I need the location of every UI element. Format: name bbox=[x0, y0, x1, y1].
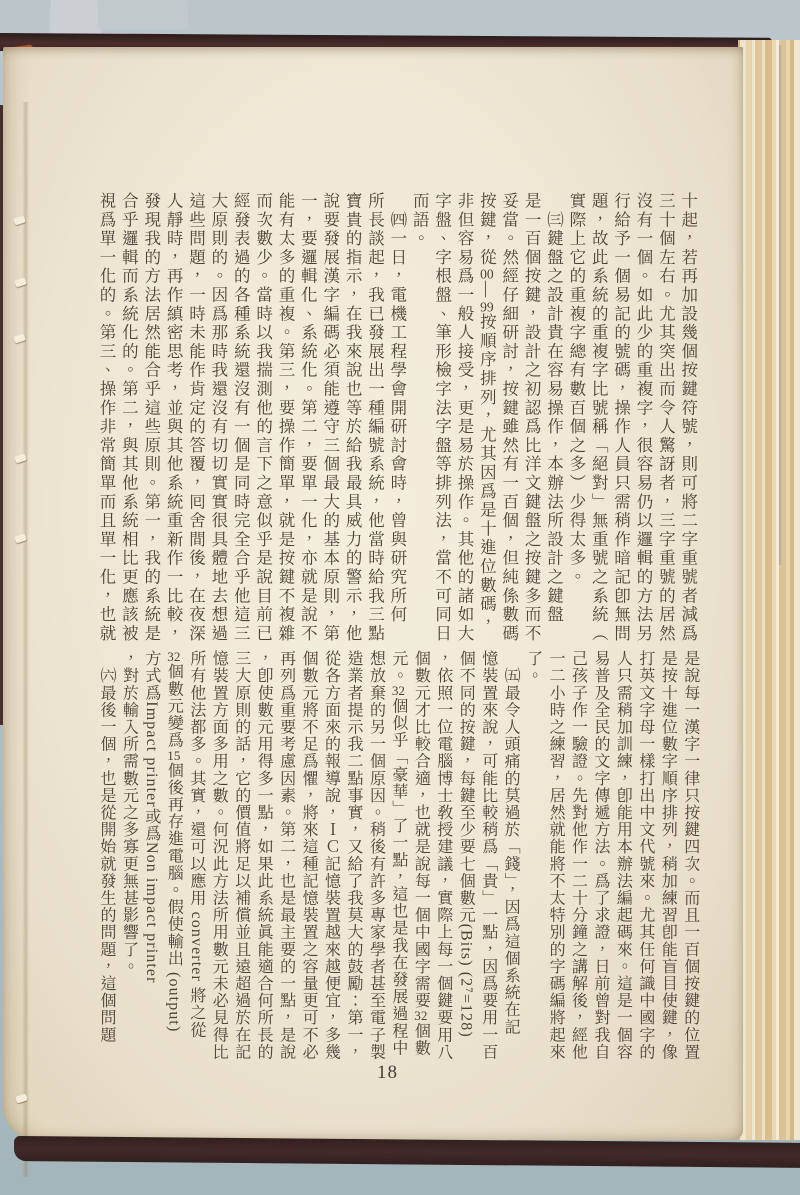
text-column-8: 是一百個按鍵，設計之初認爲比洋文鍵盤之按鍵多而不 bbox=[522, 192, 542, 644]
text-column-3: 打英文字母一樣打出中文代號來。尤其任何識中國字的 bbox=[636, 650, 654, 1061]
text-column-7: 一二小時之練習，居然就能將不太特別的字碼編將起來 bbox=[547, 650, 565, 1061]
text-column-26: ，對於輸入所需數元之多寡更無甚影響了。 bbox=[120, 650, 138, 975]
text-block-upper bbox=[97, 192, 700, 647]
text-column-10: 按鍵，從00—99按順序排列，尤其因爲是十進位數碼， bbox=[477, 192, 497, 633]
background-paper-scrap bbox=[49, 0, 103, 34]
text-column-17: 說要發展漢字編碼必須能遵守三個最大的基本原則，第 bbox=[320, 192, 340, 644]
text-column-9: ㈤最令人頭痛的莫過於「錢」，因爲這個系統在記 bbox=[502, 650, 520, 1036]
text-column-12: 字盤、字根盤、筆形檢字法字盤等排列法，當不可同日 bbox=[432, 192, 452, 644]
text-column-6: 己孩子作一驗證。先對他作一二十分鐘之講解後，經他 bbox=[569, 650, 587, 1061]
text-column-11: 非但容易爲一般人接受，更是易於操作。其他的諸如大 bbox=[455, 192, 474, 644]
text-column-20: ，卽使數元用得多一點，如果此系統眞能適合何所長的 bbox=[255, 650, 273, 1061]
text-block-lower bbox=[98, 650, 702, 1068]
text-column-22: 大原則的。因爲那時我還沒有切切實實很具體地去想過 bbox=[208, 192, 228, 644]
text-column-19: 能有太多的重複。第三，要操作簡單，就是按鍵不複雜 bbox=[276, 192, 295, 644]
text-column-24: 人靜時，再作縝密思考，並與其他系統重新作一比較， bbox=[164, 192, 184, 644]
text-column-16: 造業者提示我二點事實，又給了我莫大的鼓勵：第一， bbox=[344, 650, 362, 1061]
text-column-20: 而次數少。當時以我揣測他的言下之意似乎是說目前已 bbox=[253, 192, 273, 644]
text-column-23: 所有他法都多。其實，還可以應用 converter 將之從 bbox=[187, 650, 205, 1039]
page-gutter-crease bbox=[22, 102, 29, 1177]
text-column-12: ，依照一位電腦博士敎授建議，實際上每一個鍵要用八 bbox=[434, 650, 452, 1061]
text-column-13: 而語。 bbox=[410, 192, 430, 249]
inline-number: 00 bbox=[480, 267, 494, 281]
text-column-21: 三大原則的話，它的價值將足以補償並且遠超過於在記 bbox=[232, 650, 250, 1061]
text-column-19: 再列爲重要考慮因素。第二，也是最主要的一點，是說 bbox=[277, 650, 295, 1061]
text-column-18: 一，要邏輯化、系統化。第二，要單一化，亦就是說不 bbox=[298, 192, 318, 644]
text-column-8: 了。 bbox=[524, 650, 542, 685]
text-column-13: 個數元才比較合適，也就是說每一個中國字需要32個數 bbox=[412, 650, 430, 1057]
inline-number: 32 bbox=[391, 684, 405, 698]
text-column-22: 憶裝置方面多用之數。何況此方法所用數元未必見得比 bbox=[210, 650, 228, 1061]
text-column-11: 個不同的按鍵，每鍵至少要七個數元(Bits) (2⁷=128) bbox=[457, 650, 475, 1038]
text-column-10: 憶裝置來說，可能比較稍爲「貴」一點，因爲要用一百 bbox=[479, 650, 497, 1061]
inline-number: 32 bbox=[167, 650, 181, 664]
text-column-27: 視爲單一化的。第三、操作非常簡單而且單一化，也就 bbox=[97, 192, 116, 644]
page-number: 18 bbox=[377, 1062, 398, 1083]
inline-number: 99 bbox=[480, 299, 494, 314]
text-column-6: 實際上它的重複字總有數百個之多）少得太多。 bbox=[566, 192, 586, 587]
book-cover-bottom-edge bbox=[14, 1136, 800, 1168]
text-column-23: 這些問題，一時未能作肯定的答覆，囘舍間後，在夜深 bbox=[186, 192, 206, 644]
text-column-16: 寶貴的指示，在我來說也等於給我最具威力的警示，他 bbox=[343, 192, 363, 644]
text-column-25: 發現我的方法居然能合乎這些原則。第一，我的系統是 bbox=[141, 192, 161, 644]
text-column-15: 所長談起，我已發展出一種編號系統，他當時給我三點 bbox=[365, 192, 385, 644]
text-column-4: 行給予一個易記的號碼，操作人員只需稍作暗記卽無問 bbox=[611, 192, 631, 644]
text-column-2: 是按十進位數字順序排列，稍加練習卽能盲目使鍵，像 bbox=[659, 650, 677, 1061]
text-column-5: 題，故此系統的重複字比號稱「絕對」無重號之系統（ bbox=[589, 192, 609, 644]
right-page-edges bbox=[738, 40, 800, 1140]
text-column-1: 十起，若再加設幾個按鍵符號，則可將二字重號者減爲 bbox=[678, 192, 698, 644]
inline-number: 32 bbox=[414, 1009, 428, 1023]
text-column-9: 妥當。然經仔細研討，按鍵雖然有一百個，但純係數碼 bbox=[499, 192, 519, 644]
text-column-3: 沒有一個。如此少的重複字，很容易仍以邏輯的方法另 bbox=[634, 192, 653, 644]
text-column-26: 合乎邏輯而系統化的。第二，與其他系統相比更應該被 bbox=[119, 192, 139, 644]
background-paper-scrap bbox=[97, 0, 188, 29]
page-edge-line bbox=[779, 45, 781, 565]
text-column-15: 想放棄的另一個原因。稍後有許多專家學者甚至電子製 bbox=[367, 650, 385, 1061]
text-column-27: ㈥最後一個，也是從開始就發生的問題，這個問題 bbox=[98, 650, 115, 1044]
text-column-5: 易普及全民的文字傳遞方法。爲了求證，日前曾對我自 bbox=[591, 650, 609, 1061]
text-column-7: ㈢鍵盤之設計貴在容易操作，本辦法所設計之鍵盤 bbox=[544, 192, 564, 625]
text-column-21: 經發表過的各種系統還沒有一個是同時完全合乎他這三 bbox=[231, 192, 251, 644]
text-column-1: 是說每一漢字一律只按鍵四次。而且一百個按鍵的位置 bbox=[681, 650, 699, 1061]
text-column-17: 從各方面來的報導說，ＩＣ記憶裝置越來越便宜，多幾 bbox=[322, 650, 340, 1061]
inline-number: 15 bbox=[167, 748, 181, 762]
text-column-24: 32個數元變爲15個後再存進電腦。假使輸出 (output) bbox=[165, 650, 183, 1033]
text-column-2: 三十個左右。尤其突出而令人驚訝者，三字重號的居然 bbox=[656, 192, 676, 644]
text-column-14: 元。32個似乎「豪華」了一點，這也是我在發展過程中 bbox=[389, 650, 407, 1057]
text-column-18: 個數元將不足爲懼，將來這種記憶裝置之容量更可不必 bbox=[300, 650, 318, 1061]
text-column-4: 人只需稍加訓練，卽能用本辦法編起碼來。這是一個容 bbox=[614, 650, 632, 1061]
text-column-25: 方式爲Impact printer或爲Non impact printer bbox=[142, 650, 160, 984]
text-column-14: ㈣一日，電機工程學會開研討會時，曾與研究所何 bbox=[387, 192, 407, 625]
